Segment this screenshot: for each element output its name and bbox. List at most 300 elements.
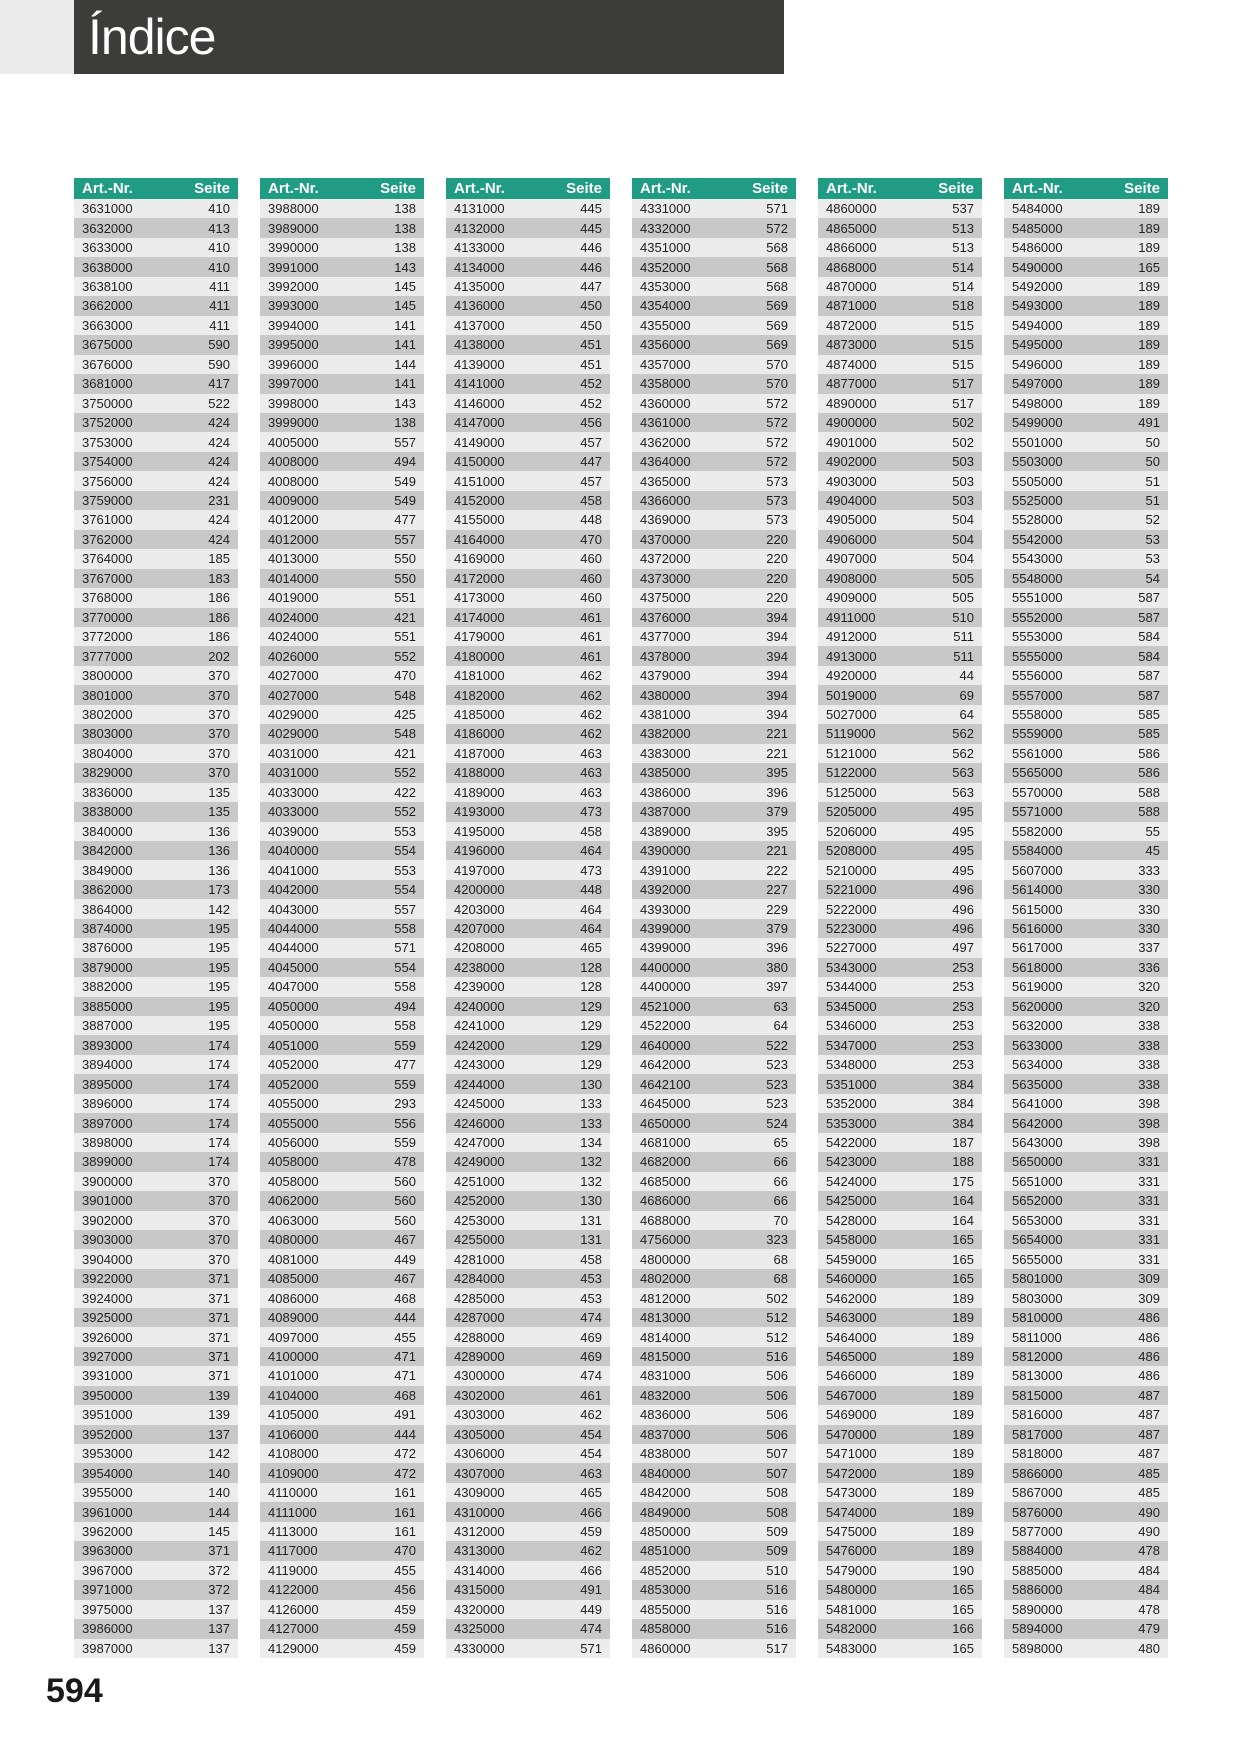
table-row	[818, 1425, 982, 1444]
article-number: 5490000	[1012, 259, 1063, 275]
article-number: 4682000	[640, 1154, 691, 1170]
page-reference: 524	[766, 1115, 788, 1131]
article-number: 4031000	[268, 765, 319, 781]
page-reference: 454	[580, 1446, 602, 1462]
page-reference: 425	[394, 707, 416, 722]
page-reference: 190	[952, 1562, 974, 1578]
page-reference: 220	[766, 551, 788, 567]
article-number: 5422000	[826, 1134, 877, 1150]
article-number: 4376000	[640, 609, 691, 625]
page-reference: 394	[766, 668, 788, 684]
table-row	[632, 1405, 796, 1424]
table-row	[260, 510, 424, 529]
table-row	[1004, 238, 1168, 257]
article-number: 4386000	[640, 784, 691, 800]
article-number: 4040000	[268, 843, 319, 859]
page-reference: 458	[580, 823, 602, 839]
page-reference: 457	[580, 434, 602, 450]
table-row	[260, 1055, 424, 1074]
article-number: 4113000	[268, 1524, 318, 1540]
table-row	[632, 783, 796, 802]
article-number: 4255000	[454, 1232, 505, 1248]
article-number: 5497000	[1012, 376, 1063, 392]
article-number: 3849000	[82, 862, 133, 878]
article-number: 5205000	[826, 804, 877, 820]
article-number: 4013000	[268, 551, 319, 567]
table-row	[260, 1074, 424, 1093]
page-reference: 142	[208, 901, 230, 917]
table-row	[632, 257, 796, 276]
page-reference: 548	[394, 687, 416, 703]
table-row	[74, 355, 238, 374]
article-number: 4370000	[640, 531, 691, 547]
page-reference: 128	[580, 979, 602, 995]
page-reference: 552	[394, 648, 416, 664]
page-reference: 165	[952, 1640, 974, 1656]
table-row	[446, 1425, 610, 1444]
table-row	[74, 549, 238, 568]
table-row	[446, 549, 610, 568]
article-number: 3962000	[82, 1524, 133, 1540]
table-row	[632, 705, 796, 724]
page-reference: 411	[209, 317, 230, 333]
table-row	[260, 296, 424, 315]
page-reference: 53	[1145, 531, 1160, 547]
article-number: 4681000	[640, 1134, 691, 1150]
page-reference: 371	[208, 1310, 230, 1326]
article-number: 5462000	[826, 1290, 877, 1306]
table-row	[632, 1386, 796, 1405]
article-number: 3955000	[82, 1485, 133, 1501]
article-number: 4174000	[454, 609, 505, 625]
table-row	[632, 899, 796, 918]
article-number: 5492000	[1012, 279, 1063, 295]
page-reference: 464	[580, 920, 602, 936]
page-reference: 129	[580, 998, 602, 1014]
article-number: 5570000	[1012, 784, 1063, 800]
page-reference: 478	[394, 1154, 416, 1170]
article-number: 4353000	[640, 279, 691, 295]
page-reference: 202	[208, 648, 230, 664]
page-reference: 444	[394, 1310, 416, 1326]
article-number: 3802000	[82, 707, 133, 722]
article-number: 4315000	[454, 1582, 505, 1598]
page-reference: 371	[208, 1348, 230, 1364]
article-number: 3842000	[82, 843, 133, 859]
table-row	[260, 1269, 424, 1288]
article-number: 4110000	[268, 1485, 318, 1501]
page-reference: 477	[394, 512, 416, 528]
page-reference: 394	[766, 609, 788, 625]
page-reference: 452	[580, 376, 602, 392]
page-reference: 446	[580, 259, 602, 275]
table-row	[260, 1347, 424, 1366]
article-number: 5618000	[1012, 959, 1063, 975]
page-reference: 456	[394, 1582, 416, 1598]
article-number: 5877000	[1012, 1524, 1063, 1540]
page-reference: 484	[1138, 1582, 1160, 1598]
table-row	[446, 1249, 610, 1268]
article-number: 5633000	[1012, 1037, 1063, 1053]
page-reference: 517	[952, 395, 974, 411]
article-number: 3885000	[82, 998, 133, 1014]
article-number: 4062000	[268, 1193, 319, 1209]
article-number: 3899000	[82, 1154, 133, 1170]
page-reference: 486	[1138, 1329, 1160, 1345]
page-reference: 491	[1138, 415, 1160, 431]
article-number: 5428000	[826, 1212, 877, 1228]
article-number: 3894000	[82, 1057, 133, 1073]
article-number: 4383000	[640, 745, 691, 761]
article-number: 3952000	[82, 1426, 133, 1442]
table-row	[74, 685, 238, 704]
article-number: 3804000	[82, 745, 133, 761]
page-reference: 221	[766, 843, 788, 859]
table-row	[1004, 977, 1168, 996]
table-row	[1004, 1113, 1168, 1132]
table-row	[446, 1074, 610, 1093]
article-number: 4105000	[268, 1407, 319, 1423]
article-number: 4645000	[640, 1096, 691, 1112]
page-reference: 55	[1145, 823, 1160, 839]
table-row	[260, 316, 424, 335]
table-row	[818, 608, 982, 627]
article-number: 3895000	[82, 1076, 133, 1092]
article-number: 5584000	[1012, 843, 1063, 859]
page-reference: 136	[208, 843, 230, 859]
article-number: 4314000	[454, 1562, 505, 1578]
table-row	[632, 880, 796, 899]
article-number: 3926000	[82, 1329, 133, 1345]
page-reference: 309	[1138, 1290, 1160, 1306]
page-reference: 463	[580, 745, 602, 761]
table-row	[1004, 1211, 1168, 1230]
page-reference: 410	[208, 201, 230, 217]
article-number: 3963000	[82, 1543, 133, 1559]
page-reference: 384	[952, 1076, 974, 1092]
table-row	[1004, 432, 1168, 451]
page-reference: 189	[1138, 376, 1160, 392]
article-number: 3897000	[82, 1115, 133, 1131]
page-reference: 462	[580, 707, 602, 722]
table-row	[632, 1035, 796, 1054]
page-reference: 370	[208, 1193, 230, 1209]
article-number: 4108000	[268, 1446, 319, 1462]
page-reference: 461	[580, 648, 602, 664]
table-row	[1004, 355, 1168, 374]
table-row	[74, 822, 238, 841]
article-number: 5460000	[826, 1271, 877, 1287]
table-row	[74, 413, 238, 432]
article-number: 4147000	[454, 415, 505, 431]
article-number: 4179000	[454, 629, 505, 645]
page-reference: 253	[952, 979, 974, 995]
page-reference: 144	[394, 356, 416, 372]
table-row	[1004, 316, 1168, 335]
page-reference: 570	[766, 376, 788, 392]
page-reference: 503	[952, 454, 974, 470]
page-reference: 189	[952, 1465, 974, 1481]
page-reference: 487	[1138, 1407, 1160, 1423]
table-row	[632, 977, 796, 996]
page-reference: 470	[394, 668, 416, 684]
table-row	[1004, 1366, 1168, 1385]
article-number: 3800000	[82, 668, 133, 684]
table-row	[632, 744, 796, 763]
page-reference: 185	[208, 551, 230, 567]
article-number: 4320000	[454, 1601, 505, 1617]
table-row	[74, 763, 238, 782]
page-reference: 587	[1138, 687, 1160, 703]
table-row	[818, 1327, 982, 1346]
article-number: 5473000	[826, 1485, 877, 1501]
table-row	[74, 666, 238, 685]
article-number: 4312000	[454, 1524, 505, 1540]
page-reference: 584	[1138, 648, 1160, 664]
article-number: 4310000	[454, 1504, 505, 1520]
article-number: 3836000	[82, 784, 133, 800]
article-number: 4686000	[640, 1193, 691, 1209]
article-number: 4051000	[268, 1037, 319, 1053]
page-reference: 189	[1138, 317, 1160, 333]
page-reference: 472	[394, 1465, 416, 1481]
page-reference: 189	[1138, 356, 1160, 372]
table-row	[818, 938, 982, 957]
article-number: 4309000	[454, 1485, 505, 1501]
page-reference: 394	[766, 629, 788, 645]
table-row	[1004, 666, 1168, 685]
article-number: 4155000	[454, 512, 505, 528]
article-number: 3898000	[82, 1134, 133, 1150]
page-reference: 554	[394, 843, 416, 859]
article-number: 5898000	[1012, 1640, 1063, 1656]
article-number: 4400000	[640, 979, 691, 995]
article-number: 4164000	[454, 531, 505, 547]
table-row	[1004, 588, 1168, 607]
article-number: 4050000	[268, 1018, 319, 1034]
article-number: 5552000	[1012, 609, 1063, 625]
page-reference: 479	[1138, 1621, 1160, 1637]
article-number: 5876000	[1012, 1504, 1063, 1520]
page-reference: 336	[1138, 959, 1160, 975]
page-reference: 370	[208, 1173, 230, 1189]
article-number: 4860000	[826, 201, 877, 217]
article-number: 4902000	[826, 454, 877, 470]
page-reference: 522	[208, 395, 230, 411]
table-row	[74, 1444, 238, 1463]
table-row	[74, 296, 238, 315]
page-reference: 448	[580, 512, 602, 528]
page-reference: 189	[952, 1543, 974, 1559]
article-number: 4240000	[454, 998, 505, 1014]
page-reference: 461	[580, 629, 602, 645]
article-number: 4836000	[640, 1407, 691, 1423]
table-row	[1004, 277, 1168, 296]
page-reference: 189	[952, 1387, 974, 1403]
page-reference: 553	[394, 823, 416, 839]
table-row	[1004, 608, 1168, 627]
page-reference: 137	[208, 1426, 230, 1442]
article-number: 4855000	[640, 1601, 691, 1617]
page-reference: 487	[1138, 1446, 1160, 1462]
table-row	[818, 1035, 982, 1054]
article-number: 5479000	[826, 1562, 877, 1578]
table-row	[260, 997, 424, 1016]
article-number: 5352000	[826, 1096, 877, 1112]
table-row	[632, 238, 796, 257]
page-reference: 330	[1138, 901, 1160, 917]
page-reference: 460	[580, 551, 602, 567]
table-row	[632, 1152, 796, 1171]
page-reference: 569	[766, 337, 788, 353]
table-row	[818, 510, 982, 529]
article-number: 5125000	[826, 784, 877, 800]
table-row	[1004, 1269, 1168, 1288]
page-reference: 495	[952, 804, 974, 820]
article-number: 4126000	[268, 1601, 319, 1617]
page-reference: 174	[208, 1115, 230, 1131]
page-reference: 455	[394, 1329, 416, 1345]
page-reference: 569	[766, 298, 788, 314]
table-row	[632, 958, 796, 977]
table-row	[260, 1366, 424, 1385]
article-number: 5635000	[1012, 1076, 1063, 1092]
article-number: 5616000	[1012, 920, 1063, 936]
table-row	[446, 783, 610, 802]
index-column-4	[632, 178, 796, 1658]
page-reference: 516	[766, 1582, 788, 1598]
page-reference: 496	[952, 920, 974, 936]
table-row	[1004, 1094, 1168, 1113]
page-reference: 523	[766, 1057, 788, 1073]
page-reference: 550	[394, 570, 416, 586]
article-number: 4640000	[640, 1037, 691, 1053]
page-reference: 450	[580, 317, 602, 333]
table-row	[74, 1366, 238, 1385]
article-number: 3927000	[82, 1348, 133, 1364]
article-number: 5812000	[1012, 1348, 1063, 1364]
page-reference: 394	[766, 707, 788, 722]
table-row	[260, 666, 424, 685]
page-reference: 560	[394, 1212, 416, 1228]
article-number: 4027000	[268, 668, 319, 684]
article-number: 4005000	[268, 434, 319, 450]
article-number: 4208000	[454, 940, 505, 956]
page-reference: 68	[773, 1271, 788, 1287]
table-row	[818, 1152, 982, 1171]
table-row	[1004, 413, 1168, 432]
table-row	[818, 1133, 982, 1152]
article-number: 3950000	[82, 1387, 133, 1403]
article-number: 4303000	[454, 1407, 505, 1423]
article-number: 4287000	[454, 1310, 505, 1326]
article-number: 4138000	[454, 337, 505, 353]
article-number: 4101000	[268, 1368, 319, 1384]
seite-header: Seite	[380, 180, 416, 197]
article-number: 5122000	[826, 765, 877, 781]
page-reference: 503	[952, 473, 974, 489]
page-reference: 135	[208, 784, 230, 800]
table-row	[260, 1152, 424, 1171]
table-row	[818, 394, 982, 413]
article-number: 4117000	[268, 1543, 318, 1559]
article-number: 3990000	[268, 240, 319, 256]
page-reference: 463	[580, 784, 602, 800]
article-number: 5343000	[826, 959, 877, 975]
page-reference: 136	[208, 823, 230, 839]
page-reference: 495	[952, 843, 974, 859]
article-number: 4024000	[268, 609, 319, 625]
table-row	[1004, 958, 1168, 977]
article-number: 5208000	[826, 843, 877, 859]
table-row	[446, 1366, 610, 1385]
page-reference: 189	[1138, 395, 1160, 411]
table-row	[446, 413, 610, 432]
article-number: 4247000	[454, 1134, 505, 1150]
page-reference: 397	[766, 979, 788, 995]
table-row	[74, 491, 238, 510]
table-row	[446, 1600, 610, 1619]
page-reference: 371	[208, 1290, 230, 1306]
table-row	[1004, 1600, 1168, 1619]
page-reference: 253	[952, 998, 974, 1014]
page-reference: 45	[1145, 843, 1160, 859]
page-reference: 189	[952, 1310, 974, 1326]
page-reference: 183	[208, 570, 230, 586]
table-row	[632, 1425, 796, 1444]
article-number: 3931000	[82, 1368, 133, 1384]
article-number: 3988000	[268, 201, 319, 217]
article-number: 5652000	[1012, 1193, 1063, 1209]
article-number: 5813000	[1012, 1368, 1063, 1384]
page-reference: 320	[1138, 998, 1160, 1014]
article-number: 3904000	[82, 1251, 133, 1267]
table-row	[260, 1133, 424, 1152]
table-row	[1004, 822, 1168, 841]
article-number: 4058000	[268, 1173, 319, 1189]
table-row	[632, 1522, 796, 1541]
page-reference: 572	[766, 434, 788, 450]
article-number: 4109000	[268, 1465, 319, 1481]
table-row	[1004, 374, 1168, 393]
table-row	[260, 1444, 424, 1463]
table-row	[446, 355, 610, 374]
article-number: 5810000	[1012, 1310, 1063, 1326]
page-reference: 293	[394, 1096, 416, 1112]
page-reference: 424	[208, 415, 230, 431]
table-row	[260, 1386, 424, 1405]
article-number: 3676000	[82, 356, 133, 372]
article-number: 5548000	[1012, 570, 1063, 586]
page-reference: 568	[766, 279, 788, 295]
page-reference: 464	[580, 843, 602, 859]
article-number: 5458000	[826, 1232, 877, 1248]
article-number: 4009000	[268, 493, 319, 509]
table-row	[446, 919, 610, 938]
article-number: 4207000	[454, 920, 505, 936]
table-row	[260, 919, 424, 938]
article-number: 3951000	[82, 1407, 133, 1423]
article-number: 3761000	[82, 512, 133, 528]
page-reference: 462	[580, 687, 602, 703]
page-reference: 508	[766, 1504, 788, 1520]
page-reference: 141	[394, 317, 416, 333]
page-reference: 411	[209, 279, 230, 295]
page-reference: 66	[773, 1193, 788, 1209]
article-number: 4813000	[640, 1310, 691, 1326]
article-number: 4031000	[268, 745, 319, 761]
article-number: 3901000	[82, 1193, 133, 1209]
